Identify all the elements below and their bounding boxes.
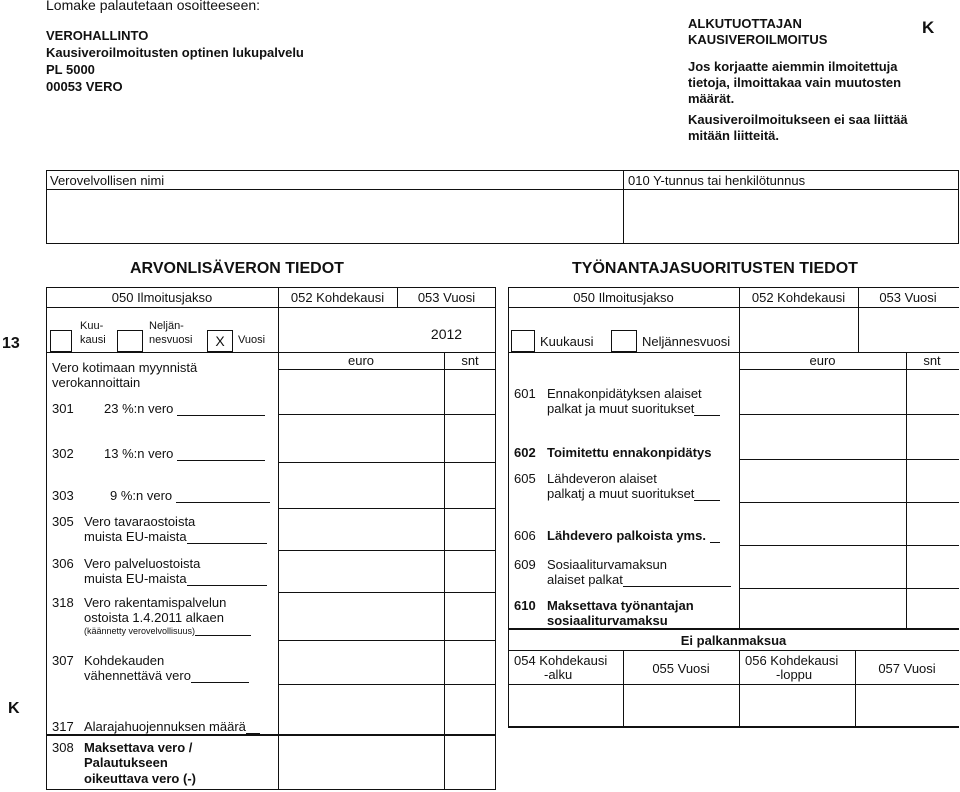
vat-row-305-line-1: Vero tavaraostoista <box>84 514 196 529</box>
address-line-4: 00053 VERO <box>46 79 123 94</box>
vat-row-308-line-2: Palautukseen <box>84 755 168 770</box>
vat-period-header: 050 Ilmoitusjakso <box>111 290 213 305</box>
employer-quarter-label: Neljännesvuosi <box>642 334 731 349</box>
employer-month-label: Kuukausi <box>540 334 594 349</box>
leader-line <box>246 733 260 734</box>
taxpayer-id-label: 010 Y-tunnus tai henkilötunnus <box>628 173 806 188</box>
end-period-field[interactable] <box>741 686 854 726</box>
vat-301-snt-field[interactable] <box>446 371 495 413</box>
employer-row-601-line-1: Ennakonpidätyksen alaiset <box>547 386 702 401</box>
vat-row-307-line-1: Kohdekauden <box>84 653 165 668</box>
divider <box>46 307 496 308</box>
divider <box>278 684 496 685</box>
employer-row-609-line-1: Sosiaaliturvamaksun <box>547 557 667 572</box>
employer-610-snt-field[interactable] <box>908 590 958 627</box>
employer-row-606-code: 606 <box>514 528 536 543</box>
employer-row-610-line-1: Maksettava työnantajan <box>547 598 694 613</box>
employer-row-605-code: 605 <box>514 471 536 486</box>
vat-quarter-label-2: nesvuosi <box>149 334 193 346</box>
col-054-line-1: 054 Kohdekausi <box>514 653 608 668</box>
vat-row-307-line-2: vähennettävä vero <box>84 668 249 683</box>
vat-318-euro-field[interactable] <box>280 594 443 639</box>
leader-line <box>623 586 731 587</box>
margin-k-mark: K <box>8 700 20 717</box>
col-056-line-2: -loppu <box>776 667 813 682</box>
vat-318-snt-field[interactable] <box>446 594 495 639</box>
vat-307-euro-field[interactable] <box>280 642 443 683</box>
divider <box>739 588 959 589</box>
vat-row-308-line-3: oikeuttava vero (-) <box>84 771 196 786</box>
address-line-1: VEROHALLINTO <box>46 28 149 43</box>
vat-row-305-code: 305 <box>52 514 74 529</box>
employer-row-602-code: 602 <box>514 445 536 460</box>
leader-line <box>177 460 265 461</box>
leader-line <box>177 415 265 416</box>
note-line-4: Kausiveroilmoitukseen ei saa liittää <box>688 112 908 127</box>
vat-row-302-code: 302 <box>52 446 74 461</box>
divider <box>46 734 496 736</box>
employer-602-snt-field[interactable] <box>908 416 958 458</box>
col-054-line-2: -alku <box>544 667 573 682</box>
employer-602-euro-field[interactable] <box>741 416 905 458</box>
vat-row-317-code: 317 <box>52 719 74 734</box>
vat-year-label: Vuosi <box>238 334 266 346</box>
vat-302-euro-field[interactable] <box>280 416 443 461</box>
vat-intro-line-2: verokannoittain <box>52 375 141 390</box>
divider <box>278 508 496 509</box>
divider <box>508 650 959 651</box>
vat-month-checkbox[interactable] <box>50 330 72 352</box>
vat-intro-line-1: Vero kotimaan myynnistä <box>52 360 198 375</box>
employer-row-610-code: 610 <box>514 598 536 613</box>
vat-quarter-label-1: Neljän- <box>149 320 184 332</box>
employer-row-605-line-2: palkatj a muut suoritukset <box>547 486 720 501</box>
employer-606-euro-field[interactable] <box>741 504 905 544</box>
divider <box>508 307 959 308</box>
vat-305-euro-field[interactable] <box>280 510 443 549</box>
taxpayer-name-label: Verovelvollisen nimi <box>50 173 165 188</box>
vat-305-snt-field[interactable] <box>446 510 495 549</box>
employer-601-snt-field[interactable] <box>908 371 958 413</box>
vat-row-302-label: 13 %:n vero <box>104 446 265 461</box>
vat-307-snt-field[interactable] <box>446 642 495 683</box>
vat-row-318-line-3: (käännetty verovelvollisuus) <box>84 626 251 636</box>
employer-month-checkbox[interactable] <box>511 330 535 352</box>
vat-row-306-line-1: Vero palveluostoista <box>84 556 201 571</box>
vat-317-euro-field[interactable] <box>280 686 443 733</box>
no-payroll-title: Ei palkanmaksua <box>680 633 787 648</box>
employer-row-601-line-2: palkat ja muut suoritukset <box>547 401 720 416</box>
col-057-header: 057 Vuosi <box>878 661 936 676</box>
vat-row-308-code: 308 <box>52 740 74 755</box>
vat-row-303-code: 303 <box>52 488 74 503</box>
address-line-3: PL 5000 <box>46 62 95 77</box>
employer-row-610-line-2: sosiaaliturvamaksu <box>547 613 668 628</box>
employer-605-euro-field[interactable] <box>741 461 905 501</box>
vat-year-checkbox[interactable]: X <box>207 330 233 352</box>
vat-row-317-label: Alarajahuojennuksen määrä <box>84 719 260 734</box>
divider <box>739 459 959 460</box>
employer-period-header: 050 Ilmoitusjakso <box>573 290 674 305</box>
divider <box>906 352 907 628</box>
divider <box>739 502 959 503</box>
vat-row-306-code: 306 <box>52 556 74 571</box>
vat-308-snt-field[interactable] <box>446 737 495 789</box>
divider <box>739 369 959 370</box>
vat-302-snt-field[interactable] <box>446 416 495 461</box>
employer-row-609-code: 609 <box>514 557 536 572</box>
divider <box>278 369 496 370</box>
divider <box>508 628 959 630</box>
note-line-1: Jos korjaatte aiemmin ilmoitettuja <box>688 59 898 74</box>
form-code: K <box>922 18 935 37</box>
divider <box>278 550 496 551</box>
vat-month-label-1: Kuu- <box>80 320 104 332</box>
leader-line <box>187 543 267 544</box>
row-code-13: 13 <box>2 335 20 352</box>
employer-606-snt-field[interactable] <box>908 504 958 544</box>
vat-306-euro-field[interactable] <box>280 552 443 591</box>
start-year-field[interactable] <box>625 686 738 726</box>
vat-month-label-2: kausi <box>80 334 106 346</box>
divider <box>46 189 959 190</box>
employer-610-euro-field[interactable] <box>741 590 905 627</box>
employer-609-snt-field[interactable] <box>908 547 958 587</box>
divider <box>278 414 496 415</box>
leader-line <box>187 585 267 586</box>
divider <box>508 727 959 728</box>
divider <box>739 287 740 628</box>
employer-row-606-label: Lähdevero palkoista yms. <box>547 528 720 543</box>
leader-line <box>191 682 249 683</box>
note-line-3: määrät. <box>688 91 735 106</box>
vat-303-euro-field[interactable] <box>280 464 443 507</box>
vat-euro-header: euro <box>347 353 375 368</box>
leader-line <box>694 500 720 501</box>
taxpayer-name-field[interactable] <box>48 191 622 243</box>
vat-row-306-line-2: muista EU-maista <box>84 571 267 586</box>
divider <box>278 352 279 790</box>
vat-year-header: 053 Vuosi <box>417 290 476 305</box>
vat-row-305-line-2: muista EU-maista <box>84 529 267 544</box>
leader-line <box>176 502 270 503</box>
vat-308-euro-field[interactable] <box>280 737 443 789</box>
vat-year-field[interactable]: 2012 <box>398 319 495 349</box>
vat-row-301-code: 301 <box>52 401 74 416</box>
leader-line <box>694 415 720 416</box>
divider <box>508 684 959 685</box>
employer-snt-header: snt <box>923 353 941 368</box>
employer-row-602-label: Toimitettu ennakonpidätys <box>547 445 712 460</box>
note-line-5: mitään liitteitä. <box>688 128 780 143</box>
leader-line <box>195 635 251 636</box>
divider <box>278 462 496 463</box>
divider <box>444 352 445 790</box>
employer-quarter-checkbox[interactable] <box>611 330 637 352</box>
employer-609-euro-field[interactable] <box>741 547 905 587</box>
vat-303-snt-field[interactable] <box>446 464 495 507</box>
vat-period-code-header: 052 Kohdekausi <box>290 290 385 305</box>
end-year-field[interactable] <box>857 686 958 726</box>
col-056-line-1: 056 Kohdekausi <box>745 653 839 668</box>
divider <box>278 592 496 593</box>
col-055-header: 055 Vuosi <box>652 661 710 676</box>
employer-period-code-header: 052 Kohdekausi <box>751 290 846 305</box>
vat-row-318-line-2: ostoista 1.4.2011 alkaen <box>84 610 224 625</box>
employer-euro-header: euro <box>809 353 836 368</box>
divider <box>739 414 959 415</box>
employer-section-title: TYÖNANTAJASUORITUSTEN TIEDOT <box>572 260 858 277</box>
divider <box>739 545 959 546</box>
employer-row-605-line-1: Lähdeveron alaiset <box>547 471 657 486</box>
vat-row-318-line-1: Vero rakentamispalvelun <box>84 595 227 610</box>
vat-row-308-line-1: Maksettava vero / <box>84 740 193 755</box>
vat-row-301-label: 23 %:n vero <box>104 401 265 416</box>
vat-301-euro-field[interactable] <box>280 371 443 413</box>
vat-row-318-code: 318 <box>52 595 74 610</box>
note-line-2: tietoja, ilmoittakaa vain muutosten <box>688 75 902 90</box>
vat-quarter-checkbox[interactable] <box>117 330 143 352</box>
employer-605-snt-field[interactable] <box>908 461 958 501</box>
leader-line <box>710 542 720 543</box>
vat-317-snt-field[interactable] <box>446 686 495 733</box>
employer-year-field[interactable] <box>860 310 958 350</box>
form-title-line-2: KAUSIVEROILMOITUS <box>688 32 828 47</box>
divider <box>623 170 624 244</box>
taxpayer-id-field[interactable] <box>625 191 958 243</box>
return-address-label: Lomake palautetaan osoitteeseen: <box>46 0 261 13</box>
employer-year-header: 053 Vuosi <box>879 290 937 305</box>
employer-row-601-code: 601 <box>514 386 536 401</box>
divider <box>739 650 740 727</box>
employer-row-609-line-2: alaiset palkat <box>547 572 731 587</box>
divider <box>278 640 496 641</box>
start-period-field[interactable] <box>510 686 622 726</box>
employer-period-code-field[interactable] <box>741 310 857 350</box>
vat-306-snt-field[interactable] <box>446 552 495 591</box>
vat-row-303-label: 9 %:n vero <box>110 488 270 503</box>
vat-period-code-field[interactable] <box>280 310 396 350</box>
vat-row-307-code: 307 <box>52 653 74 668</box>
vat-section-title: ARVONLISÄVERON TIEDOT <box>130 260 344 277</box>
employer-601-euro-field[interactable] <box>741 371 905 413</box>
address-line-2: Kausiveroilmoitusten optinen lukupalvelu <box>46 45 304 60</box>
vat-snt-header: snt <box>461 353 479 368</box>
form-title-line-1: ALKUTUOTTAJAN <box>688 16 802 31</box>
